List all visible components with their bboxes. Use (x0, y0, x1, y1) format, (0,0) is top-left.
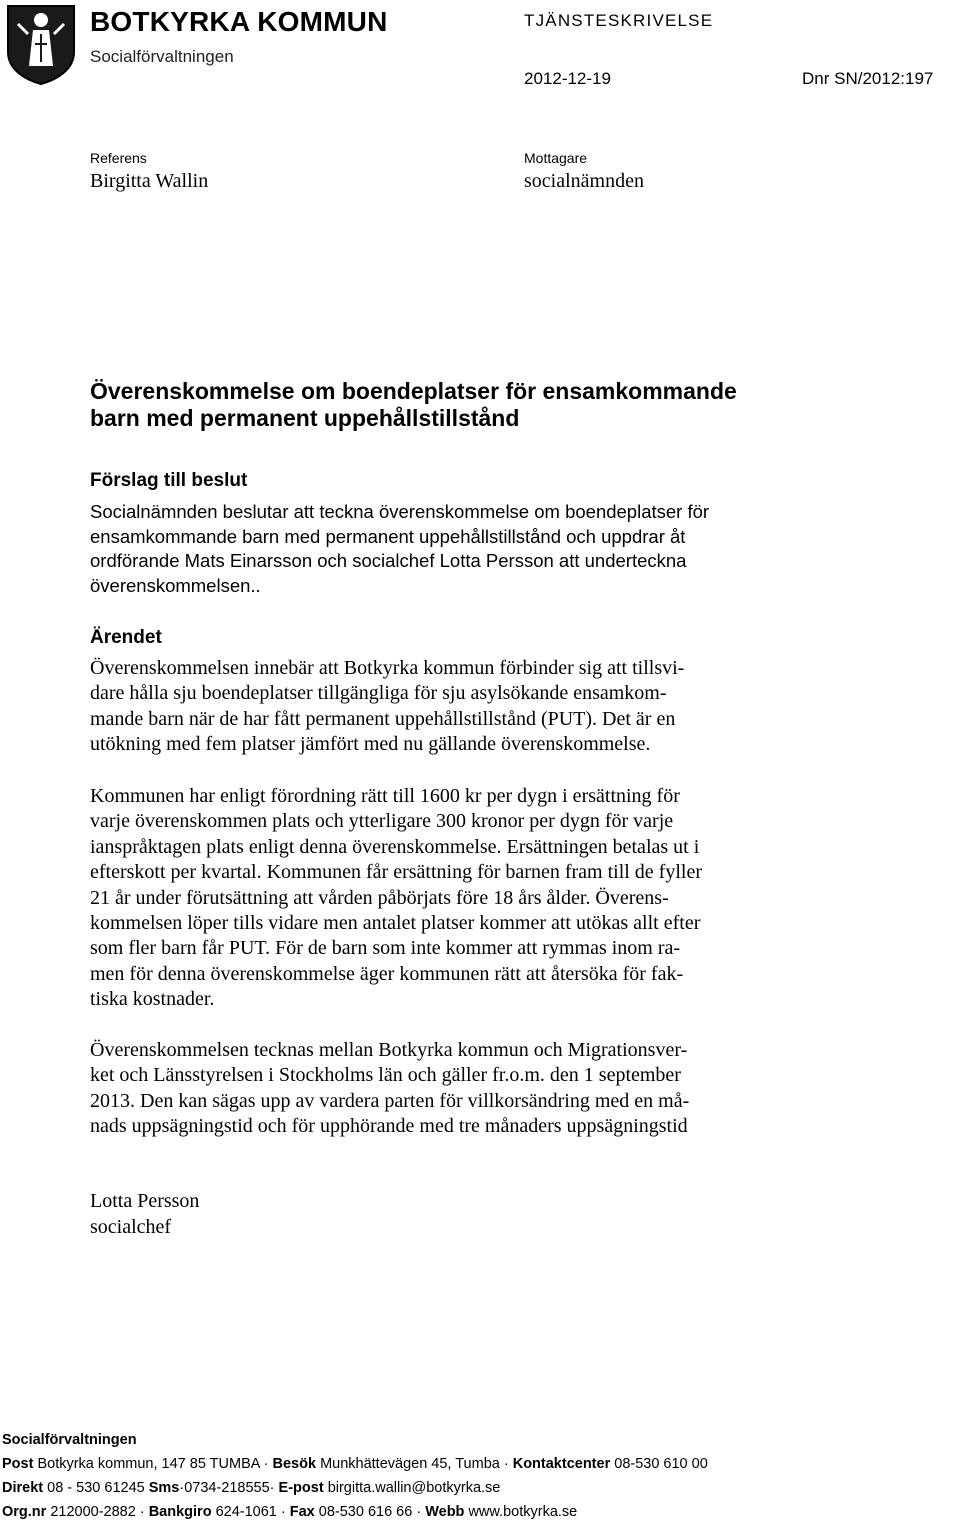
footer-fax-value: 08-530 616 66 · (318, 1504, 426, 1520)
footer-orgnr-label: Org.nr (2, 1504, 47, 1520)
text-line: efterskott per kvartal. Kommunen får ersättning för barnen fram till de fyller (90, 861, 702, 884)
footer-visit-value: Munkhättevägen 45, Tumba · (320, 1456, 513, 1472)
text-line: nads uppsägningstid och för upphörande med tre månaders uppsägningstid (90, 1115, 688, 1138)
text-line: Överenskommelsen tecknas mellan Botkyrka kommun och Migrationsver- (90, 1039, 688, 1061)
text-line: 21 år under förutsättning att vården påbörjats före 18 års ålder. Överens- (90, 886, 669, 909)
municipal-coat-of-arms-logo (4, 4, 78, 86)
footer-contact-value: 08-530 610 00 (614, 1456, 708, 1472)
footer-direct-value: 08 - 530 61245 (47, 1480, 149, 1496)
text-line: 2013. Den kan sägas upp av vardera parten för villkorsändring med en må- (90, 1089, 690, 1112)
footer-email-label: E-post (278, 1480, 324, 1496)
text-line: mande barn när de har fått permanent uppehållstillstånd (PUT). Det är en (90, 707, 676, 730)
reference-label: Referens (90, 150, 147, 166)
footer-post-value: Botkyrka kommun, 147 85 TUMBA · (37, 1456, 273, 1472)
footer-contact-label: Kontaktcenter (512, 1456, 611, 1472)
document-reference-number: Dnr SN/2012:197 (802, 69, 934, 88)
text-line: utökning med fem platser jämfört med nu gällande överenskommelse. (90, 733, 651, 756)
footer-sms-label: Sms (148, 1480, 180, 1496)
footer-direct-row (2, 1476, 708, 1500)
matter-paragraph-1 (90, 656, 830, 758)
proposal-heading: Förslag till beslut (90, 470, 248, 491)
document-title (90, 378, 870, 432)
footer-email-link[interactable]: birgitta.wallin@botkyrka.se (327, 1480, 501, 1496)
signature-title: socialchef (90, 1216, 172, 1238)
footer-bankgiro-label: Bankgiro (148, 1504, 212, 1520)
footer-org-row (2, 1500, 708, 1524)
footer-visit-label: Besök (272, 1456, 317, 1472)
organization-name: BOTKYRKA KOMMUN (90, 6, 388, 37)
footer-bankgiro-value: 624-1061 · (215, 1504, 290, 1520)
text-line: tiska kostnader. (90, 988, 215, 1011)
recipient-name: socialnämnden (524, 170, 644, 192)
text-line: Överenskommelsen innebär att Botkyrka kommun förbinder sig att tillsvi- (90, 657, 685, 679)
document-date: 2012-12-19 (524, 69, 611, 88)
footer-post-label: Post (2, 1456, 34, 1472)
title-line: Överenskommelse om boendeplatser för ensamkommande (90, 378, 737, 404)
text-line: ket och Länsstyrelsen i Stockholms län och gäller fr.o.m. den 1 september (90, 1064, 681, 1087)
footer-address-row (2, 1452, 708, 1476)
text-line: som fler barn får PUT. För de barn som inte kommer att rymmas inom ra- (90, 937, 681, 960)
text-line: dare hålla sju boendeplatser tillgängliga för sju asylsökande ensamkom- (90, 682, 667, 705)
text-line: kommelsen löper tills vidare men antalet platser kommer att utökas allt efter (90, 912, 701, 935)
footer-web-link[interactable]: www.botkyrka.se (468, 1504, 578, 1520)
matter-paragraph-2 (90, 784, 830, 1013)
signature-name: Lotta Persson (90, 1190, 200, 1212)
footer-dept: Socialförvaltningen (2, 1432, 137, 1448)
footer-sms-value: ·0734-218555· (179, 1480, 279, 1496)
text-line: Socialnämnden beslutar att teckna överenskommelse om boendeplatser för (90, 501, 710, 522)
footer-orgnr-value: 212000-2882 · (50, 1504, 149, 1520)
matter-paragraph-3 (90, 1038, 830, 1140)
text-line: överenskommelsen.. (90, 574, 261, 596)
text-line: varje överenskommen plats och ytterligare 300 kronor per dygn för varje (90, 810, 674, 833)
title-line: barn med permanent uppehållstillstånd (90, 405, 520, 431)
text-line: men för denna överenskommelse äger kommunen rätt att återsöka för fak- (90, 962, 684, 985)
text-line: ordförande Mats Einarsson och socialchef Lotta Persson att underteckna (90, 550, 687, 571)
department-name: Socialförvaltningen (90, 47, 234, 66)
text-line: ianspråktagen plats enligt denna överenskommelse. Ersättningen betalas ut i (90, 835, 700, 858)
matter-heading: Ärendet (90, 627, 162, 648)
footer-direct-label: Direkt (2, 1480, 44, 1496)
proposal-text (90, 500, 830, 598)
footer-web-label: Webb (425, 1504, 465, 1520)
footer (2, 1428, 708, 1524)
reference-name: Birgitta Wallin (90, 170, 209, 192)
text-line: ensamkommande barn med permanent uppehållstillstånd och uppdrar åt (90, 525, 686, 547)
document-type: TJÄNSTESKRIVELSE (524, 11, 714, 30)
recipient-label: Mottagare (524, 150, 588, 166)
footer-fax-label: Fax (289, 1504, 315, 1520)
text-line: Kommunen har enligt förordning rätt till 1600 kr per dygn i ersättning för (90, 785, 680, 807)
